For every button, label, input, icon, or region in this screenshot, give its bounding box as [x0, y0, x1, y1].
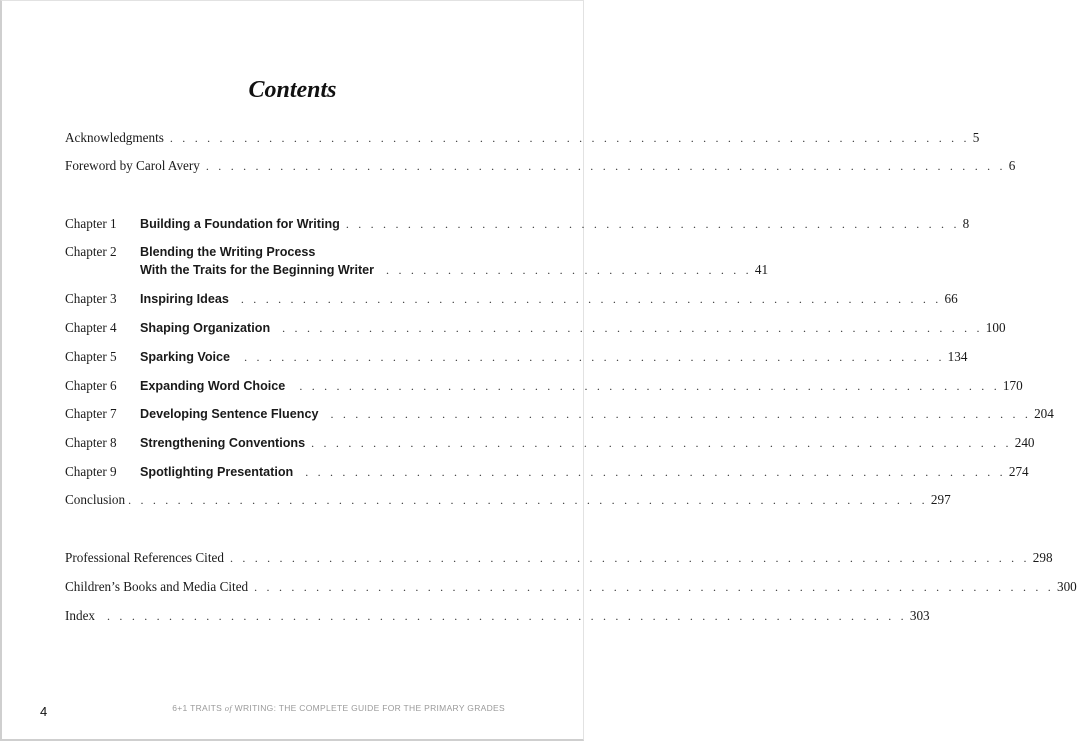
- chapter-number: Chapter 8: [65, 435, 117, 450]
- running-footer-of: of: [224, 703, 232, 713]
- chapter-number: Chapter 7: [65, 406, 117, 421]
- chapter-title: Sparking Voice: [140, 350, 231, 364]
- toc-entry-page: 8: [962, 216, 970, 231]
- toc-entry-page: 134: [947, 349, 968, 364]
- toc-entry-page: 66: [944, 291, 958, 306]
- toc-entry-chapter-6[interactable]: [65, 378, 1023, 394]
- toc-entry-page: 204: [1034, 406, 1054, 421]
- toc-entry-page: 5: [972, 130, 980, 145]
- toc-entry-childrens-books[interactable]: [65, 579, 1077, 595]
- toc-entry-page: 170: [1002, 378, 1023, 393]
- toc-entry-page: 297: [930, 492, 951, 507]
- chapter-title: Developing Sentence Fluency: [140, 407, 319, 421]
- chapter-number: Chapter 6: [65, 378, 117, 393]
- chapter-number: Chapter 5: [65, 349, 117, 364]
- dot-leader: . . . . . . . . . . . . . . . . . . . . . . . . . . . . . . . . . . . . . . . . . . . . . . . . . . . . . . . . .: [311, 436, 1012, 450]
- dot-leader: . . . . . . . . . . . . . . . . . . . . . . . . . . . . . . . . . . . . . . . . . . . . . . . . . . . . . . . . .: [299, 379, 1000, 393]
- running-footer: [172, 703, 505, 713]
- dot-leader: . . . . . . . . . . . . . . . . . . . . . . . . . . . . . . . . . . . . . . . . . . . . . . . . . .: [345, 217, 960, 231]
- toc-entry-chapter-1[interactable]: [65, 216, 970, 232]
- toc-entry-acknowledgments[interactable]: [65, 130, 980, 146]
- chapter-number: Chapter 1: [65, 216, 117, 231]
- dot-leader: . . . . . . . . . . . . . . . . . . . . . . . . . . . . . . . . . . . . . . . . . . . . . . . . . . . . . . . . . . . . . . . . .: [128, 493, 928, 507]
- dot-leader: . . . . . . . . . . . . . . . . . . . . . . . . . . . . . . . . . . . . . . . . . . . . . . . . . . . . . . . . . . . . . . . . .: [229, 551, 1030, 565]
- chapter-title-line-2: With the Traits for the Beginning Writer: [140, 263, 375, 277]
- toc-entry-page: 274: [1008, 464, 1029, 479]
- toc-entry-page: 303: [909, 608, 930, 623]
- toc-entry-label: Index: [65, 608, 96, 623]
- chapter-number: Chapter 3: [65, 291, 117, 306]
- dot-leader: . . . . . . . . . . . . . . . . . . . . . . . . . . . . . . . . . . . . . . . . . . . . . . . . . . . . . . . . .: [330, 407, 1032, 421]
- chapter-number: Chapter 4: [65, 320, 117, 335]
- chapter-number: Chapter 9: [65, 464, 117, 479]
- chapter-title: Expanding Word Choice: [140, 379, 286, 393]
- chapter-title: Inspiring Ideas: [140, 292, 229, 306]
- chapter-title: Shaping Organization: [140, 321, 271, 335]
- toc-entry-professional-references[interactable]: [65, 550, 1053, 566]
- toc-entry-label: Acknowledgments: [65, 130, 164, 145]
- dot-leader: . . . . . . . . . . . . . . . . . . . . . . . . . . . . . . . . . . . . . . . . . . . . . . . . . . . . . . . . . . . . . . . . .: [205, 159, 1006, 173]
- toc-entry-chapter-3[interactable]: [65, 291, 958, 307]
- chapter-title: Strengthening Conventions: [140, 436, 306, 450]
- dot-leader: . . . . . . . . . . . . . . . . . . . . . . . . . . . . . . . . . . . . . . . . . . . . . . . . . . . . . . . . .: [305, 465, 1006, 479]
- toc-entry-page: 240: [1014, 435, 1035, 450]
- dot-leader: . . . . . . . . . . . . . . . . . . . . . . . . . . . . . . . . . . . . . . . . . . . . . . . . . . . . . . . . .: [244, 350, 945, 364]
- toc-entry-label: Children’s Books and Media Cited: [65, 579, 249, 594]
- chapter-number: Chapter 2: [65, 244, 117, 259]
- toc-entry-label: Foreword by Carol Avery: [65, 158, 200, 173]
- page-title: Contents: [248, 77, 337, 103]
- dot-leader: . . . . . . . . . . . . . . . . . . . . . . . . . . . . . . . . . . . . . . . . . . . . . . . . . . . . . . . . . . . . . . . . .: [107, 609, 907, 623]
- dot-leader: . . . . . . . . . . . . . . . . . . . . . . . . . . . . . . . . . . . . . . . . . . . . . . . . . . . . . . . . .: [240, 292, 942, 306]
- chapter-title: Spotlighting Presentation: [140, 465, 294, 479]
- toc-entry-chapter-9[interactable]: [65, 464, 1029, 480]
- toc-entry-chapter-5[interactable]: [65, 349, 968, 365]
- toc-entry-page: 300: [1056, 579, 1077, 594]
- toc-entry-chapter-8[interactable]: [65, 435, 1035, 451]
- toc-entry-conclusion[interactable]: [65, 492, 951, 508]
- chapter-title: Blending the Writing Process: [140, 245, 316, 259]
- toc-entry-page: 100: [985, 320, 1006, 335]
- toc-entry-page: 298: [1032, 550, 1053, 565]
- dot-leader: . . . . . . . . . . . . . . . . . . . . . . . . . . . . . . . . . . . . . . . . . . . . . . . . . . . . . . . . . . . . . . . . .: [254, 580, 1054, 594]
- toc-entry-page: 41: [754, 262, 769, 277]
- toc-entry-chapter-2[interactable]: [65, 244, 769, 278]
- dot-leader: . . . . . . . . . . . . . . . . . . . . . . . . . . . . . .: [386, 263, 752, 277]
- toc-entry-chapter-7[interactable]: [65, 406, 1054, 422]
- toc-entry-chapter-4[interactable]: [65, 320, 1006, 336]
- running-footer-pre: 6+1 TRAITS: [172, 703, 225, 713]
- dot-leader: . . . . . . . . . . . . . . . . . . . . . . . . . . . . . . . . . . . . . . . . . . . . . . . . . . . . . . . . . . . . . . . . .: [169, 131, 970, 145]
- page-number: 4: [40, 704, 48, 719]
- toc-entry-label: Professional References Cited: [65, 550, 224, 565]
- running-footer-post: WRITING: THE COMPLETE GUIDE FOR THE PRIMARY GRADES: [231, 703, 505, 713]
- chapter-title: Building a Foundation for Writing: [140, 217, 340, 231]
- toc-entry-foreword[interactable]: [65, 158, 1016, 174]
- toc-entry-page: 6: [1008, 158, 1016, 173]
- toc-entry-label: Conclusion: [65, 492, 126, 507]
- toc-entry-index[interactable]: [65, 608, 930, 624]
- dot-leader: . . . . . . . . . . . . . . . . . . . . . . . . . . . . . . . . . . . . . . . . . . . . . . . . . . . . . . . . .: [282, 321, 983, 335]
